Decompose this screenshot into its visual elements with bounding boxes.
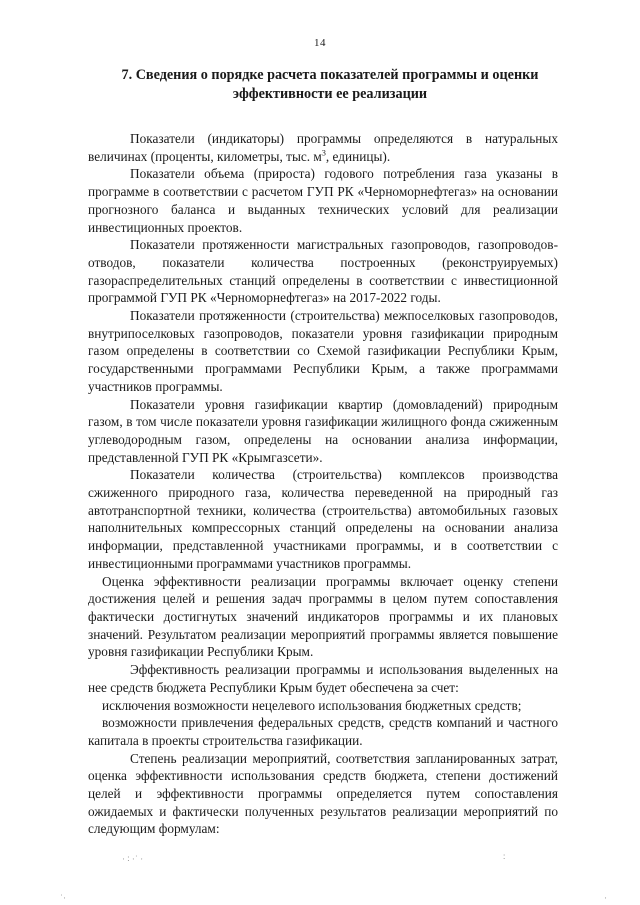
paragraph-1 (88, 130, 558, 165)
paragraph-10: возможности привлечения федеральных средств, средств компаний и частного капитала в проекты строительства газификации. (88, 715, 558, 748)
paragraph-7: Оценка эффективности реализации программы включает оценку степени достижения целей и решения задач программы в целом путем сопоставления фактически достигнутых значений индикаторов программы и их плановых значений. Результатом реализации мероприятий программы является повышение уровня газификации Республики Крым. (88, 573, 558, 660)
paragraph-8: Эффективность реализации программы и использования выделенных на нее средств бюджета Республики Крым будет обеспечена за счет: (88, 662, 558, 695)
scan-artifact: ˙· (60, 893, 66, 903)
scan-artifact: · (604, 893, 607, 903)
paragraph-6: Показатели количества (строительства) комплексов производства сжиженного природного газа, количества переведенной на природный газ автотранспортной техники, количества (строительства) автомобильных газовых наполнительных компрессорных станций определены на основании анализа информации, представленной участниками программы, и в соответствии с инвестиционными программами участников программы. (88, 467, 558, 571)
cubic-superscript: 3 (321, 148, 326, 158)
paragraph-4: Показатели протяженности (строительства) межпоселковых газопроводов, внутрипоселковых газопроводов, показатели уровня газификации природным газом определены в соответствии со Схемой газификации Республики Крым, государственными программами Республики Крым, а также программами участников программы. (88, 308, 558, 394)
paragraph-3: Показатели протяженности магистральных газопроводов, газопроводов-отводов, показатели количества построенных (реконструируемых) газораспределительных станций определены в соответствии с инвестиционной программой ГУП РК «Черноморнефтегаз» на 2017-2022 годы. (88, 237, 558, 306)
document-body (88, 130, 558, 838)
scan-artifact: · ∶ ·˙ · (122, 854, 144, 864)
page-number: 14 (314, 37, 326, 49)
paragraph-9: исключения возможности нецелевого использования бюджетных средств; (102, 697, 522, 713)
paragraph-1-tail: , единицы). (325, 148, 391, 164)
section-title: 7. Сведения о порядке расчета показателей программы и оценки эффективности ее реализации (121, 67, 539, 102)
scan-artifact: ∶ (503, 852, 506, 862)
paragraph-1-text: Показатели (индикаторы) программы определяются в натуральных величинах (проценты, километры, тыс. м (88, 131, 558, 164)
paragraph-2: Показатели объема (прироста) годового потребления газа указаны в программе в соответствии с расчетом ГУП РК «Черноморнефтегаз» на основании прогнозного баланса и выданных технических условий для реализации инвестиционных проектов. (88, 166, 558, 235)
paragraph-11: Степень реализации мероприятий, соответствия запланированных затрат, оценка эффективности использования средств бюджета, степени достижений целей и эффективности программы определяется путем сопоставления ожидаемых и фактически полученных результатов реализации мероприятий по следующим формулам: (88, 750, 558, 837)
paragraph-5: Показатели уровня газификации квартир (домовладений) природным газом, в том числе показатели уровня газификации жилищного фонда сжиженным углеводородным газом, определены на основании анализа информации, представленной ГУП РК «Крымгазсети». (88, 396, 558, 465)
